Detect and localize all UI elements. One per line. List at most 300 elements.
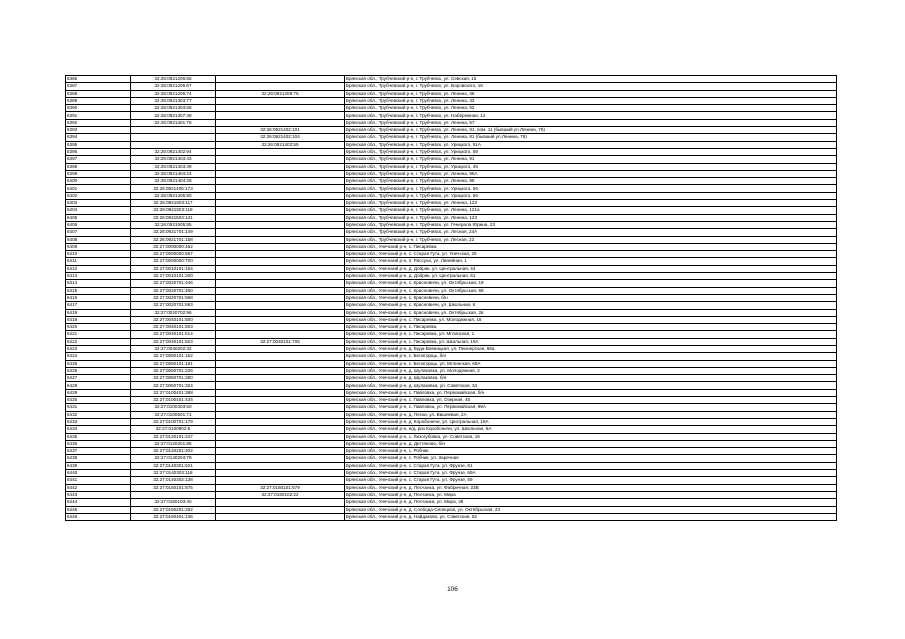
table-row xyxy=(66,324,837,331)
address-cell: Брянская обл., Унечский р-н, с. Писаревка, ул. Мглинская, 1 xyxy=(345,331,837,338)
table-row xyxy=(66,433,837,440)
table-row xyxy=(66,134,837,141)
table-row xyxy=(66,499,837,506)
table-row xyxy=(66,90,837,97)
row-number-cell: 6402 xyxy=(66,192,131,199)
cadastral-number-cell: 32:26:0921403:49 xyxy=(131,163,216,170)
address-cell: Брянская обл., Трубчевский р-н, г. Трубчевск, ул. Лесная, 24А xyxy=(345,229,837,236)
address-cell: Брянская обл., Трубчевский р-н, г. Трубчевск, ул. Ленина, 123 xyxy=(345,214,837,221)
table-row xyxy=(66,83,837,90)
table-row xyxy=(66,200,837,207)
registry-table-body xyxy=(66,76,837,521)
table-row xyxy=(66,426,837,433)
row-number-cell: 6442 xyxy=(66,484,131,491)
row-number-cell: 6420 xyxy=(66,324,131,331)
cadastral-number-cell xyxy=(131,134,216,141)
row-number-cell: 6411 xyxy=(66,258,131,265)
row-number-cell: 6427 xyxy=(66,375,131,382)
address-cell: Брянская обл., Унечский р-н, с. Писаревка, ул. Молодежная, 15 xyxy=(345,316,837,323)
row-number-cell: 6435 xyxy=(66,433,131,440)
address-cell: Брянская обл., Унечский р-н, д. Песчанка, ул. Мира, 38 xyxy=(345,499,837,506)
table-row xyxy=(66,397,837,404)
table-row xyxy=(66,258,837,265)
row-number-cell: 6410 xyxy=(66,251,131,258)
row-number-cell: 6433 xyxy=(66,418,131,425)
related-number-cell xyxy=(216,404,345,411)
row-number-cell: 6394 xyxy=(66,134,131,141)
table-row xyxy=(66,141,837,148)
address-cell: Брянская обл., Унечский р-н, д. Добрик, ул. Центральная, 61 xyxy=(345,273,837,280)
address-cell: Брянская обл., Трубчевский р-н, г. Трубчевск, ул. Урицкого, 51А xyxy=(345,141,837,148)
table-row xyxy=(66,367,837,374)
row-number-cell: 6434 xyxy=(66,426,131,433)
row-number-cell: 6396 xyxy=(66,148,131,155)
table-row xyxy=(66,331,837,338)
related-number-cell xyxy=(216,243,345,250)
table-row xyxy=(66,185,837,192)
address-cell: Брянская обл., Унечский р-н, с. Красновичи, ул. Октябрьская, 19 xyxy=(345,280,837,287)
address-cell: Брянская обл., Трубчевский р-н, г. Трубчевск, ул. Урицкого, 45 xyxy=(345,163,837,170)
cadastral-number-cell: 32:27:0040202:32 xyxy=(131,345,216,352)
related-number-cell: 32:27:0160101:579 xyxy=(216,484,345,491)
row-number-cell: 6436 xyxy=(66,440,131,447)
cadastral-number-cell: 32:26:0921206:67 xyxy=(131,83,216,90)
address-cell: Брянская обл., Унечский р-н, н/д, раз Коробоничи, ул. Школьная, 9А xyxy=(345,426,837,433)
related-number-cell xyxy=(216,470,345,477)
cadastral-number-cell: 32:27:0140201:402 xyxy=(131,448,216,455)
row-number-cell: 6409 xyxy=(66,243,131,250)
address-cell: Брянская обл., Трубчевский р-н, г. Трубчевск, ул. Ленина, 57 xyxy=(345,119,837,126)
address-cell: Брянская обл., Трубчевский р-н, г. Трубчевск, ул. Воровского, 18 xyxy=(345,83,837,90)
cadastral-number-cell: 32:26:0921701:149 xyxy=(131,229,216,236)
row-number-cell: 6399 xyxy=(66,170,131,177)
related-number-cell xyxy=(216,148,345,155)
row-number-cell: 6445 xyxy=(66,506,131,513)
related-number-cell xyxy=(216,221,345,228)
row-number-cell: 6405 xyxy=(66,214,131,221)
address-cell: Брянская обл., Унечский р-н, д. Шулаковка, ул. Молодежная, 3 xyxy=(345,367,837,374)
address-cell: Брянская обл., Трубчевский р-н, г. Трубчевск, ул. Ленина, 33 xyxy=(345,97,837,104)
row-number-cell: 6390 xyxy=(66,105,131,112)
related-number-cell xyxy=(216,324,345,331)
address-cell: Брянская обл., Унечский р-н, с. Старая Гута, ул. Фрунзе, 61 xyxy=(345,462,837,469)
address-cell: Брянская обл., Трубчевский р-н, г. Трубчевск, ул. Ленина, 52 xyxy=(345,105,837,112)
related-number-cell xyxy=(216,265,345,272)
related-number-cell xyxy=(216,477,345,484)
row-number-cell: 6412 xyxy=(66,265,131,272)
table-row xyxy=(66,251,837,258)
table-row xyxy=(66,448,837,455)
address-cell: Брянская обл., Унечский р-н, с. Белогорщь, б/н xyxy=(345,353,837,360)
cadastral-number-cell: 32:27:0100403:50 xyxy=(131,404,216,411)
cadastral-number-cell: 32:27:0010101:164 xyxy=(131,265,216,272)
table-row xyxy=(66,207,837,214)
table-row xyxy=(66,156,837,163)
cadastral-number-cell: 32:26:0921403:43 xyxy=(131,156,216,163)
table-row xyxy=(66,382,837,389)
related-number-cell: 32:26:0921208:75 xyxy=(216,90,345,97)
table-row xyxy=(66,112,837,119)
related-number-cell xyxy=(216,309,345,316)
table-row xyxy=(66,97,837,104)
related-number-cell xyxy=(216,178,345,185)
address-cell: Брянская обл., Унечский р-н, с. Писаревка, ул. Школьная, 19А xyxy=(345,338,837,345)
table-row xyxy=(66,76,837,83)
cadastral-number-cell: 32:27:0160201:292 xyxy=(131,506,216,513)
related-number-cell xyxy=(216,353,345,360)
related-number-cell xyxy=(216,156,345,163)
table-row xyxy=(66,418,837,425)
cadastral-number-cell: 32:26:0921404:24 xyxy=(131,170,216,177)
address-cell: Брянская обл., Трубчевский р-н, г. Трубчевск, ул. Генерала Юрина, 23 xyxy=(345,221,837,228)
cadastral-number-cell: 32:27:0040101:500 xyxy=(131,316,216,323)
table-row xyxy=(66,309,837,316)
related-number-cell xyxy=(216,411,345,418)
related-number-cell xyxy=(216,112,345,119)
table-row xyxy=(66,353,837,360)
address-cell: Брянская обл., Трубчевский р-н, г. Трубчевск, ул. Набережная, 12 xyxy=(345,112,837,119)
address-cell: Брянская обл., Унечский р-н, д. Дегтяново, б/н xyxy=(345,440,837,447)
table-row xyxy=(66,404,837,411)
row-number-cell: 6398 xyxy=(66,163,131,170)
related-number-cell xyxy=(216,236,345,243)
cadastral-number-cell: 32:27:0140302:138 xyxy=(131,477,216,484)
related-number-cell xyxy=(216,418,345,425)
row-number-cell: 6419 xyxy=(66,316,131,323)
table-row xyxy=(66,491,837,498)
cadastral-number-cell: 32:27:0040101:614 xyxy=(131,331,216,338)
cadastral-number-cell: 32:26:0921505:55 xyxy=(131,221,216,228)
row-number-cell: 6413 xyxy=(66,273,131,280)
table-row xyxy=(66,265,837,272)
related-number-cell xyxy=(216,389,345,396)
related-number-cell xyxy=(216,97,345,104)
table-row xyxy=(66,163,837,170)
address-cell: Брянская обл., Унечский р-н, д. Шулаковка, б/н xyxy=(345,375,837,382)
cadastral-number-cell: 32:27:0040101:503 xyxy=(131,324,216,331)
cadastral-number-cell: 32:27:0050701:324 xyxy=(131,382,216,389)
cadastral-number-cell: 32:27:0000000:700 xyxy=(131,258,216,265)
row-number-cell: 6387 xyxy=(66,83,131,90)
related-number-cell xyxy=(216,185,345,192)
row-number-cell: 6395 xyxy=(66,141,131,148)
cadastral-number-cell: 32:27:0020701:446 xyxy=(131,280,216,287)
related-number-cell xyxy=(216,105,345,112)
address-cell: Брянская обл., Унечский р-н, с. Красновичи, ул. Школьная, 6 xyxy=(345,302,837,309)
table-row xyxy=(66,127,837,134)
cadastral-number-cell: 32:27:0020701:693 xyxy=(131,302,216,309)
row-number-cell: 6429 xyxy=(66,389,131,396)
row-number-cell: 6430 xyxy=(66,397,131,404)
table-row xyxy=(66,411,837,418)
cadastral-number-cell: 32:26:0921401:76 xyxy=(131,119,216,126)
row-number-cell: 6421 xyxy=(66,331,131,338)
cadastral-number-cell: 32:27:0050701:226 xyxy=(131,367,216,374)
table-row xyxy=(66,236,837,243)
related-number-cell xyxy=(216,506,345,513)
cadastral-number-cell: 32:26:0921503:117 xyxy=(131,200,216,207)
table-row xyxy=(66,287,837,294)
related-number-cell: 32:26:0921402:101 xyxy=(216,127,345,134)
row-number-cell: 6415 xyxy=(66,287,131,294)
cadastral-number-cell: 32:27:0140204:79 xyxy=(131,455,216,462)
address-cell: Брянская обл., Унечский р-н, с. Красновичи, ул. Октябрьская, 58 xyxy=(345,287,837,294)
table-row xyxy=(66,294,837,301)
related-number-cell xyxy=(216,375,345,382)
address-cell: Брянская обл., Трубчевский р-н, г. Трубчевск, ул. Урицкого, 59 xyxy=(345,148,837,155)
table-row xyxy=(66,105,837,112)
cadastral-number-cell: 32:27:0140301:621 xyxy=(131,462,216,469)
related-number-cell xyxy=(216,462,345,469)
related-number-cell xyxy=(216,229,345,236)
row-number-cell: 6386 xyxy=(66,76,131,83)
table-row xyxy=(66,455,837,462)
cadastral-number-cell: 32:26:0921206:65 xyxy=(131,76,216,83)
row-number-cell: 6425 xyxy=(66,360,131,367)
row-number-cell: 6389 xyxy=(66,97,131,104)
row-number-cell: 6397 xyxy=(66,156,131,163)
related-number-cell xyxy=(216,513,345,520)
address-cell: Брянская обл., Унечский р-н, с. Робчик xyxy=(345,448,837,455)
related-number-cell: 32:27:0040101:705 xyxy=(216,338,345,345)
row-number-cell: 6440 xyxy=(66,470,131,477)
cadastral-number-cell: 32:27:0050101:191 xyxy=(131,360,216,367)
row-number-cell: 6393 xyxy=(66,127,131,134)
address-cell: Брянская обл., Унечский р-н, с. Павловка, ул. Первомайская, б/н xyxy=(345,389,837,396)
table-row xyxy=(66,280,837,287)
table-row xyxy=(66,513,837,520)
related-number-cell xyxy=(216,119,345,126)
related-number-cell xyxy=(216,382,345,389)
row-number-cell: 6401 xyxy=(66,185,131,192)
row-number-cell: 6422 xyxy=(66,338,131,345)
table-row xyxy=(66,470,837,477)
cadastral-number-cell: 32:27:0050701:280 xyxy=(131,375,216,382)
cadastral-number-cell: 32:26:0921503:119 xyxy=(131,207,216,214)
related-number-cell xyxy=(216,397,345,404)
related-number-cell: 32:26:0921402:104 xyxy=(216,134,345,141)
cadastral-number-cell: 32:27:0160103:40 xyxy=(131,499,216,506)
cadastral-number-cell: 32:27:0160401:136 xyxy=(131,513,216,520)
table-row xyxy=(66,440,837,447)
cadastral-number-cell: 32:27:0100401:434 xyxy=(131,397,216,404)
address-cell: Брянская обл., Трубчевский р-н, г. Трубчевск, ул. Лесная, 22 xyxy=(345,236,837,243)
address-cell: Брянская обл., Унечский р-н, д. Песчанка, ул. Фабричная, 23В xyxy=(345,484,837,491)
row-number-cell: 6418 xyxy=(66,309,131,316)
cadastral-number-cell: 32:27:0100701:179 xyxy=(131,418,216,425)
table-row xyxy=(66,170,837,177)
related-number-cell: 32:26:0921402:55 xyxy=(216,141,345,148)
address-cell: Брянская обл., Унечский р-н, д. Добрик, ул. Центральная, 44 xyxy=(345,265,837,272)
address-cell: Брянская обл., Трубчевский р-н, г. Трубчевск, ул. Севская, 15 xyxy=(345,76,837,83)
related-number-cell xyxy=(216,426,345,433)
address-cell: Брянская обл., Трубчевский р-н, г. Трубчевск, ул. Ленина, 95А xyxy=(345,170,837,177)
related-number-cell xyxy=(216,294,345,301)
address-cell: Брянская обл., Унечский р-н, д. Пески, ул. Вишневая, 2А xyxy=(345,411,837,418)
address-cell: Брянская обл., Унечский р-н, с. Старая Гута, ул. Унечская, 29 xyxy=(345,251,837,258)
address-cell: Брянская обл., Унечский р-н, д. Буда-Вовницкая, ул. Пионерская, 68а xyxy=(345,345,837,352)
address-cell: Брянская обл., Трубчевский р-н, г. Трубчевск, ул. Ленина, 121а xyxy=(345,207,837,214)
cadastral-number-cell: 32:27:0140302:118 xyxy=(131,470,216,477)
related-number-cell xyxy=(216,448,345,455)
related-number-cell xyxy=(216,440,345,447)
row-number-cell: 6414 xyxy=(66,280,131,287)
cadastral-number-cell: 32:26:0921402:94 xyxy=(131,148,216,155)
cadastral-number-cell: 32:27:0100501:71 xyxy=(131,411,216,418)
cadastral-number-cell xyxy=(131,141,216,148)
table-row xyxy=(66,192,837,199)
cadastral-number-cell: 32:27:0050101:152 xyxy=(131,353,216,360)
related-number-cell xyxy=(216,163,345,170)
table-row xyxy=(66,178,837,185)
row-number-cell: 6428 xyxy=(66,382,131,389)
cadastral-number-cell: 32:27:0000000:452 xyxy=(131,243,216,250)
row-number-cell: 6406 xyxy=(66,221,131,228)
related-number-cell xyxy=(216,316,345,323)
related-number-cell xyxy=(216,499,345,506)
related-number-cell xyxy=(216,287,345,294)
address-cell: Брянская обл., Унечский р-н, с. Старая Гута, ул. Фрунзе, 69А xyxy=(345,470,837,477)
address-cell: Брянская обл., Унечский р-н, с. Лизогубовка, ул. Советская, 15 xyxy=(345,433,837,440)
row-number-cell: 6392 xyxy=(66,119,131,126)
table-row xyxy=(66,345,837,352)
row-number-cell: 6431 xyxy=(66,404,131,411)
cadastral-number-cell: 32:27:0120201:85 xyxy=(131,440,216,447)
cadastral-number-cell: 32:27:0020702:96 xyxy=(131,309,216,316)
cadastral-number-cell: 32:26:0921503:141 xyxy=(131,214,216,221)
row-number-cell: 6437 xyxy=(66,448,131,455)
address-cell: Брянская обл., Унечский р-н, с. Белогорщь, ул. Мглинская, 69А xyxy=(345,360,837,367)
address-cell: Брянская обл., Унечский р-н, с. Павловка, ул. Озерная, 45 xyxy=(345,397,837,404)
row-number-cell: 6388 xyxy=(66,90,131,97)
table-row xyxy=(66,506,837,513)
registry-table xyxy=(65,75,837,521)
cadastral-number-cell: 32:27:0040101:623 xyxy=(131,338,216,345)
row-number-cell: 6443 xyxy=(66,491,131,498)
row-number-cell: 6417 xyxy=(66,302,131,309)
table-row xyxy=(66,360,837,367)
cadastral-number-cell: 32:27:0160101:575 xyxy=(131,484,216,491)
table-row xyxy=(66,302,837,309)
address-cell: Брянская обл., Унечский р-н, с. Робчик, ул. Заречная xyxy=(345,455,837,462)
related-number-cell xyxy=(216,251,345,258)
cadastral-number-cell xyxy=(131,491,216,498)
row-number-cell: 6444 xyxy=(66,499,131,506)
cadastral-number-cell: 32:26:0921303:77 xyxy=(131,97,216,104)
row-number-cell: 6400 xyxy=(66,178,131,185)
cadastral-number-cell xyxy=(131,127,216,134)
address-cell: Брянская обл., Унечский р-н, п. Рассуха, ул. Линейная, 1 xyxy=(345,258,837,265)
row-number-cell: 6439 xyxy=(66,462,131,469)
cadastral-number-cell: 32:27:0100401:388 xyxy=(131,389,216,396)
cadastral-number-cell: 32:27:0000000:567 xyxy=(131,251,216,258)
table-row xyxy=(66,477,837,484)
cadastral-number-cell: 32:27:0120101:247 xyxy=(131,433,216,440)
row-number-cell: 6432 xyxy=(66,411,131,418)
address-cell: Брянская обл., Унечский р-н, д. Найдаково, ул. Советская, 52 xyxy=(345,513,837,520)
address-cell: Брянская обл., Унечский р-н, д. Слобода-Селецкая, ул. Октябрьская, 23 xyxy=(345,506,837,513)
page-number: 106 xyxy=(447,586,458,593)
related-number-cell xyxy=(216,192,345,199)
related-number-cell xyxy=(216,200,345,207)
cadastral-number-cell: 32:26:0921307:48 xyxy=(131,112,216,119)
row-number-cell: 6407 xyxy=(66,229,131,236)
address-cell: Брянская обл., Трубчевский р-н, г. Трубчевск, ул. Ленина, 91 xyxy=(345,156,837,163)
table-row xyxy=(66,316,837,323)
address-cell: Брянская обл., Унечский р-н, с. Красновичи, ул. Октябрьская, 2в xyxy=(345,309,837,316)
table-row xyxy=(66,148,837,155)
address-cell: Брянская обл., Трубчевский р-н, г. Трубчевск, ул. Ленина, 81 (бывший ул.Ленина, 79) xyxy=(345,134,837,141)
address-cell: Брянская обл., Трубчевский р-н, г. Трубчевск, ул. Урицкого, 56 xyxy=(345,192,837,199)
row-number-cell: 6424 xyxy=(66,353,131,360)
cadastral-number-cell: 32:26:0921405:80 xyxy=(131,192,216,199)
cadastral-number-cell: 32:26:0921405:173 xyxy=(131,185,216,192)
table-row xyxy=(66,273,837,280)
related-number-cell xyxy=(216,170,345,177)
address-cell: Брянская обл., Унечский р-н, с. Красновичи, б/н xyxy=(345,294,837,301)
row-number-cell: 6404 xyxy=(66,207,131,214)
cadastral-number-cell: 32:27:0100902:6 xyxy=(131,426,216,433)
cadastral-number-cell: 32:26:0921206:74 xyxy=(131,90,216,97)
related-number-cell xyxy=(216,273,345,280)
related-number-cell xyxy=(216,207,345,214)
address-cell: Брянская обл., Унечский р-н, с. Старая Гута, ул. Фрунзе, 59 xyxy=(345,477,837,484)
related-number-cell xyxy=(216,76,345,83)
row-number-cell: 6408 xyxy=(66,236,131,243)
table-row xyxy=(66,338,837,345)
table-row xyxy=(66,462,837,469)
row-number-cell: 6438 xyxy=(66,455,131,462)
related-number-cell xyxy=(216,360,345,367)
address-cell: Брянская обл., Унечский р-н, с. Писаревка xyxy=(345,243,837,250)
related-number-cell xyxy=(216,345,345,352)
address-cell: Брянская обл., Унечский р-н, с. Павловка, ул. Первомайская, 99А xyxy=(345,404,837,411)
address-cell: Брянская обл., Унечский р-н, д. Шулаковка, ул. Советская, 34 xyxy=(345,382,837,389)
address-cell: Брянская обл., Трубчевский р-н, г. Трубчевск, ул. Ленина, 36 xyxy=(345,90,837,97)
row-number-cell: 6391 xyxy=(66,112,131,119)
address-cell: Брянская обл., Унечский р-н, д. Коробоничи, ул. Центральная, 16А xyxy=(345,418,837,425)
row-number-cell: 6416 xyxy=(66,294,131,301)
related-number-cell xyxy=(216,367,345,374)
table-row xyxy=(66,389,837,396)
cadastral-number-cell: 32:26:0921701:158 xyxy=(131,236,216,243)
cadastral-number-cell: 32:27:0020701:568 xyxy=(131,294,216,301)
related-number-cell xyxy=(216,302,345,309)
row-number-cell: 6441 xyxy=(66,477,131,484)
row-number-cell: 6426 xyxy=(66,367,131,374)
related-number-cell xyxy=(216,258,345,265)
related-number-cell xyxy=(216,455,345,462)
table-row xyxy=(66,229,837,236)
address-cell: Брянская обл., Трубчевский р-н, г. Трубчевск, ул. Ленина, 123 xyxy=(345,200,837,207)
related-number-cell xyxy=(216,280,345,287)
row-number-cell: 6423 xyxy=(66,345,131,352)
address-cell: Брянская обл., Унечский р-н, с. Писаревка xyxy=(345,324,837,331)
table-row xyxy=(66,221,837,228)
row-number-cell: 6403 xyxy=(66,200,131,207)
related-number-cell xyxy=(216,83,345,90)
row-number-cell: 6446 xyxy=(66,513,131,520)
table-row xyxy=(66,214,837,221)
related-number-cell xyxy=(216,214,345,221)
table-row xyxy=(66,375,837,382)
address-cell: Брянская обл., Трубчевский р-н, г. Трубчевск, ул. Ленина, 95 xyxy=(345,178,837,185)
cadastral-number-cell: 32:27:0010101:200 xyxy=(131,273,216,280)
table-row xyxy=(66,119,837,126)
address-cell: Брянская обл., Трубчевский р-н, г. Трубчевск, ул. Ленина, 81, пом. 11 (бывший ул.Ленина, 79) xyxy=(345,127,837,134)
related-number-cell xyxy=(216,433,345,440)
cadastral-number-cell: 32:26:0921304:68 xyxy=(131,105,216,112)
